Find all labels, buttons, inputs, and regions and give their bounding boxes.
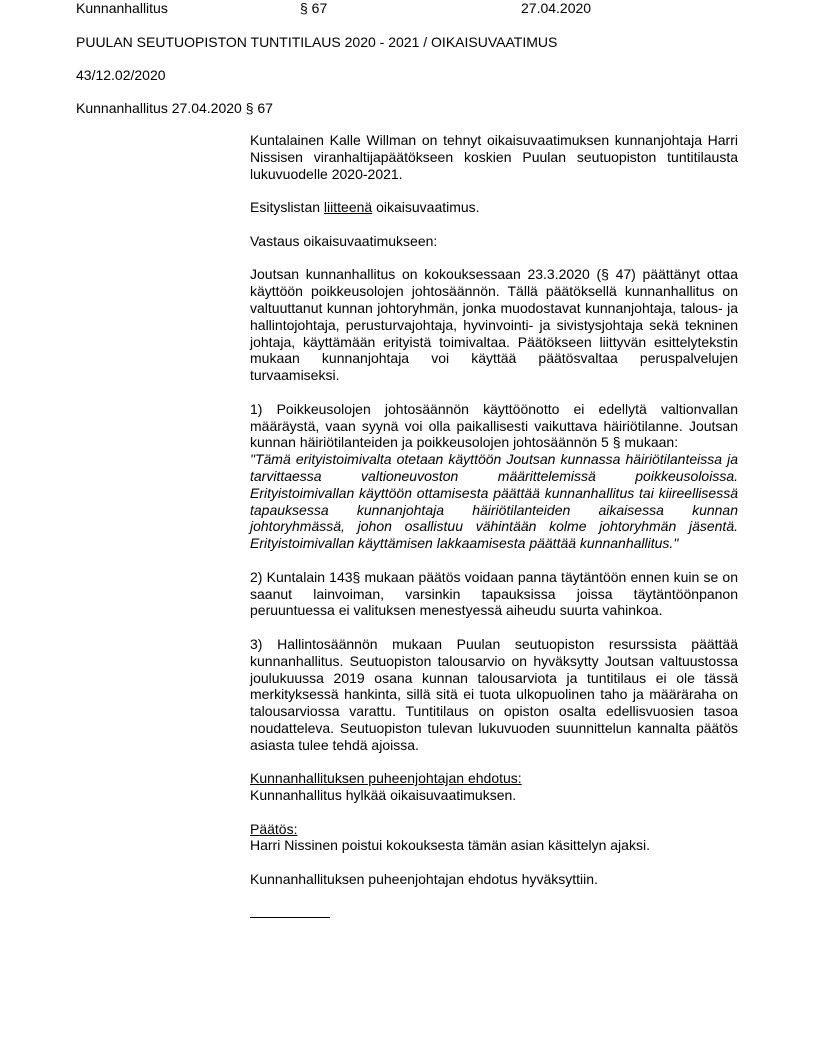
paragraph-1: Joutsan kunnanhallitus on kokouksessaan 23.3.2020 (§ 47) päättänyt ottaa käyttöön poikkeusolojen johtosäännön. Tällä päätöksellä kunnanhallitus on valtuuttanut kunnan johtoryhmän, jonka muodostavat kunnanjohtaja, talous- ja hallintojohtaja, perusturvajohtaja, hyvinvointi- ja sivistysjohtaja sekä tekninen johtaja, käyttämään erityistä toimivaltaa. Päätökseen liittyvän esittelytekstin mukaan kunnanjohtaja voi käyttää päätösvaltaa peruspalvelujen turvaamiseksi.	[250, 266, 738, 384]
attachment-link[interactable]: liitteenä	[323, 199, 373, 216]
reference-number: 43/12.02/2020	[76, 67, 166, 83]
proposal-text: Kunnanhallitus hylkää oikaisuvaatimuksen.	[250, 787, 517, 804]
attachment-suffix: oikaisuvaatimus.	[376, 199, 480, 216]
document-title: PUULAN SEUTUOPISTON TUNTITILAUS 2020 - 2021 / OIKAISUVAATIMUS	[76, 34, 558, 50]
quote-block: "Tämä erityistoimivalta otetaan käyttöön Joutsan kunnassa häiriötilanteissa ja tarvittaessa valtioneuvoston määrittelemissä poikkeusoloissa. Erityistoimivallan käyttöön ottamisesta päättää kunnanhallitus tai kiireellisessä tapauksessa kunnanjohtaja häiriötilanteiden aikaisessa kunnan johtoryhmässä, johon osallistuu vähintään kolme johtoryhmän jäsentä. Erityistoimivallan käyttämisen lakkaamisesta päättää kunnanhallitus."	[250, 451, 738, 552]
decision-result: Kunnanhallituksen puheenjohtajan ehdotus hyväksyttiin.	[250, 871, 598, 888]
point-1: 1) Poikkeusolojen johtosäännön käyttöönotto ei edellytä valtionvallan määräystä, vaan syynä voi olla paikallisesti vaikuttava häiriötilanne. Joutsan kunnan häiriötilanteiden ja poikkeusolojen johtosäännön 5 § mukaan:	[250, 400, 738, 451]
decision-heading-text: Päätös:	[250, 820, 298, 837]
document-body	[250, 132, 738, 938]
closing-rule	[250, 905, 330, 918]
header-section: § 67	[300, 0, 328, 16]
attachment-prefix: Esityslistan	[250, 199, 321, 216]
decision-text: Harri Nissinen poistui kokouksesta tämän asian käsittelyn ajaksi.	[250, 837, 650, 854]
meeting-reference: Kunnanhallitus 27.04.2020 § 67	[76, 100, 273, 116]
header-date: 27.04.2020	[521, 0, 592, 16]
response-heading: Vastaus oikaisuvaatimukseen:	[250, 232, 438, 249]
proposal-heading-text: Kunnanhallituksen puheenjohtajan ehdotus:	[250, 770, 522, 787]
point-3: 3) Hallintosäännön mukaan Puulan seutuopiston resurssista päättää kunnanhallitus. Seutuopiston talousarvio on hyväksytty Joutsan valtuustossa joulukuussa 2019 osana kunnan talousarviota ja tuntitilaus ei ole tässä merkityksessä hankinta, sillä sitä ei tuota ulkopuolinen taho ja määräraha on talousarviossa varattu. Tuntitilaus on opiston osalta edellisvuosien tasoa noudatteleva. Seutuopiston tulevan lukuvuoden suunnittelun kannalta päätös asiasta tulee tehdä ajoissa.	[250, 635, 738, 753]
point-2: 2) Kuntalain 143§ mukaan päätös voidaan panna täytäntöön ennen kuin se on saanut lainvoiman, varsinkin tapauksissa joissa täytäntöönpanon peruuntuessa ei valituksen menestyessä aiheudu suurta vahinkoa.	[250, 568, 738, 619]
closing-rule-line	[250, 905, 738, 922]
intro-paragraph: Kuntalainen Kalle Willman on tehnyt oikaisuvaatimuksen kunnanjohtaja Harri Nissisen viranhaltijapäätökseen koskien Puulan seutuopiston tuntitilausta lukuvuodelle 2020-2021.	[250, 132, 738, 182]
decision-heading	[250, 821, 738, 838]
header-body: Kunnanhallitus	[76, 0, 168, 16]
proposal-heading	[250, 770, 738, 787]
attachment-line	[250, 199, 738, 216]
